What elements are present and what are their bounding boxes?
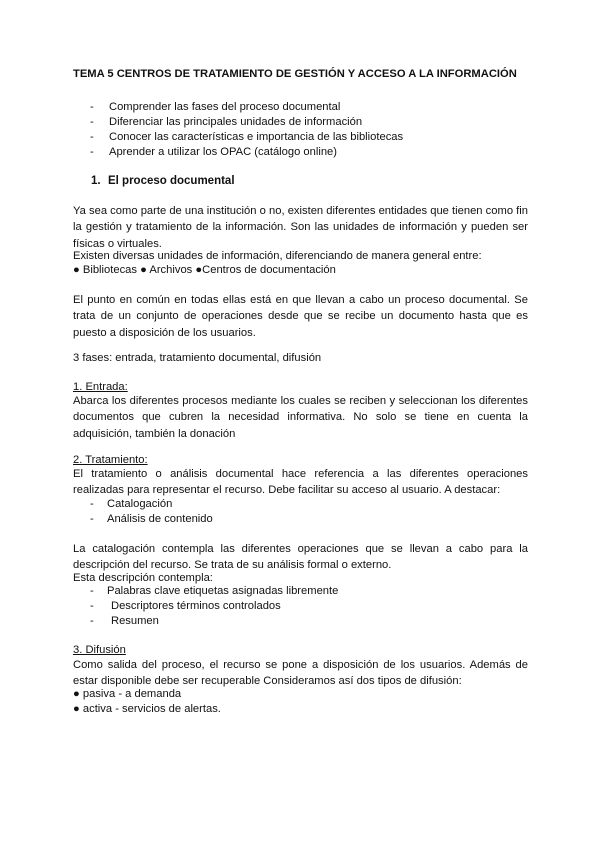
objective-text: Comprender las fases del proceso documental bbox=[109, 101, 341, 113]
difusion-item bbox=[73, 703, 221, 715]
objective-item bbox=[90, 116, 362, 128]
description-item-text: Palabras clave etiquetas asignadas libremente bbox=[107, 585, 339, 597]
description-item bbox=[90, 615, 159, 627]
difusion-item-text: activa - servicios de alertas. bbox=[82, 703, 221, 715]
description-item bbox=[90, 600, 281, 612]
dash-bullet: - bbox=[90, 101, 94, 113]
entrada-paragraph: Abarca los diferentes procesos mediante los cuales se reciben y seleccionan los diferentes documentos que cubren la necesidad informativa. No solo se tiene en cuenta la adquisición, también la donación bbox=[73, 395, 528, 440]
difusion-item-text: pasiva - a demanda bbox=[82, 688, 182, 700]
tratamiento-item bbox=[90, 513, 213, 525]
dot-bullet: ● bbox=[73, 703, 80, 715]
section-number: 1. bbox=[91, 175, 101, 187]
objective-text: Conocer las características e importancia de las bibliotecas bbox=[109, 131, 404, 143]
unit-item: Archivos bbox=[149, 264, 193, 276]
objective-text: Aprender a utilizar los OPAC (catálogo online) bbox=[109, 146, 338, 158]
description-line: Esta descripción contempla: bbox=[73, 572, 213, 584]
objective-item bbox=[90, 146, 337, 158]
description-item-text: Resumen bbox=[111, 615, 159, 627]
dash-bullet: - bbox=[90, 615, 94, 627]
tratamiento-heading: 2. Tratamiento: bbox=[73, 454, 148, 466]
dot-bullet: ● bbox=[73, 688, 80, 700]
units-list bbox=[73, 264, 336, 276]
tratamiento-paragraph: El tratamiento o análisis documental hace referencia a las diferentes operaciones realizadas para representar el recurso. Debe facilitar su acceso al usuario. A destacar: bbox=[73, 468, 528, 497]
dash-bullet: - bbox=[90, 116, 94, 128]
phases-line: 3 fases: entrada, tratamiento documental, difusión bbox=[73, 352, 322, 364]
description-item-text: Descriptores términos controlados bbox=[111, 600, 281, 612]
catalogacion-paragraph: La catalogación contempla las diferentes operaciones que se llevan a cabo para la descripción del recurso. Se trata de su análisis formal o externo. bbox=[73, 543, 528, 572]
entrada-heading: 1. Entrada: bbox=[73, 381, 128, 393]
description-item bbox=[90, 585, 338, 597]
unit-item: Bibliotecas bbox=[82, 264, 137, 276]
tratamiento-item bbox=[90, 498, 172, 510]
objective-text: Diferenciar las principales unidades de información bbox=[109, 116, 363, 128]
document-title: TEMA 5 CENTROS DE TRATAMIENTO DE GESTIÓN Y ACCESO A LA INFORMACIÓN bbox=[73, 68, 517, 80]
dash-bullet: - bbox=[90, 131, 94, 143]
dash-bullet: - bbox=[90, 600, 94, 612]
common-paragraph: El punto en común en todas ellas está en que llevan a cabo un proceso documental. Se trata de un conjunto de operaciones desde que se recibe un documento hasta que es puesto a disposición de los usuarios. bbox=[73, 294, 528, 339]
dash-bullet: - bbox=[90, 146, 94, 158]
dot-bullet: ● bbox=[195, 264, 203, 276]
difusion-heading: 3. Difusión bbox=[73, 644, 126, 656]
dash-bullet: - bbox=[90, 585, 94, 597]
units-line: Existen diversas unidades de información, diferenciando de manera general entre: bbox=[73, 250, 482, 262]
tratamiento-item-text: Análisis de contenido bbox=[107, 513, 213, 525]
dash-bullet: - bbox=[90, 498, 94, 510]
section-heading bbox=[91, 175, 235, 187]
objective-item bbox=[90, 131, 403, 143]
dot-bullet: ● bbox=[73, 264, 80, 276]
dash-bullet: - bbox=[90, 513, 94, 525]
section-title: El proceso documental bbox=[108, 175, 235, 187]
unit-item: Centros de documentación bbox=[202, 264, 336, 276]
intro-paragraph: Ya sea como parte de una institución o no, existen diferentes entidades que tienen como fin la gestión y tratamiento de la información. Son las unidades de información y pueden ser físicas o virtuales. bbox=[73, 205, 528, 250]
dot-bullet: ● bbox=[140, 264, 147, 276]
difusion-paragraph: Como salida del proceso, el recurso se pone a disposición de los usuarios. Además de estar disponible debe ser recuperable Consideramos así dos tipos de difusión: bbox=[73, 659, 528, 688]
objective-item bbox=[90, 101, 340, 113]
difusion-item bbox=[73, 688, 181, 700]
tratamiento-item-text: Catalogación bbox=[107, 498, 173, 510]
